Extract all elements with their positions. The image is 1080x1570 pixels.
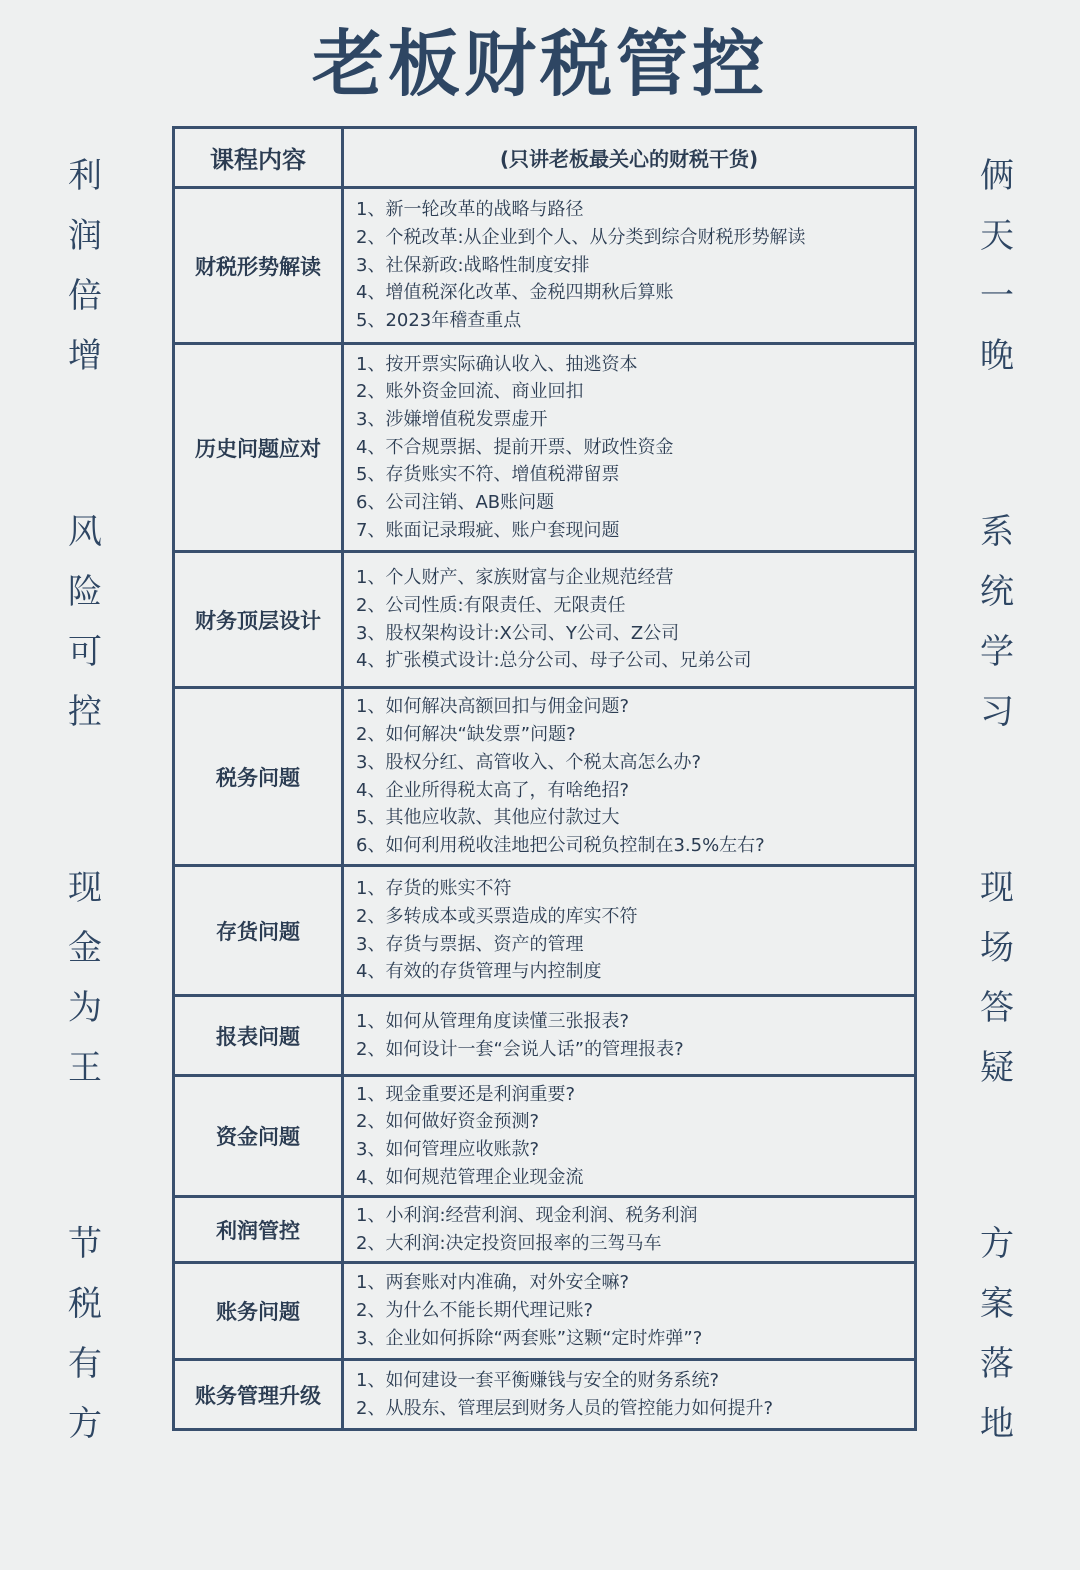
row-item: 1、按开票实际确认收入、抽逃资本 [356,353,638,375]
row-category: 报表问题 [175,997,344,1074]
row-category: 历史问题应对 [175,345,344,550]
row-items [344,189,914,342]
row-item: 2、大利润:决定投资回报率的三驾马车 [356,1232,662,1254]
header-category: 课程内容 [175,129,344,186]
row-item: 5、2023年稽查重点 [356,310,522,332]
row-item: 1、如何解决高额回扣与佣金问题? [356,696,630,718]
table-row [175,864,914,994]
row-item: 3、社保新政:战略性制度安排 [356,254,590,276]
row-item: 4、企业所得税太高了，有啥绝招? [356,779,630,801]
left-slogan-char: 税 [68,1284,102,1324]
row-items [344,553,914,686]
left-slogan-char: 险 [68,572,102,612]
left-slogan-column [55,146,115,1570]
row-item: 4、如何规范管理企业现金流 [356,1166,584,1188]
right-slogan-phrase [967,858,1027,1098]
row-item: 1、如何从管理角度读懂三张报表? [356,1010,630,1032]
row-items [344,1198,914,1261]
row-item: 1、现金重要还是利润重要? [356,1083,576,1105]
row-category: 税务问题 [175,689,344,864]
row-category: 资金问题 [175,1077,344,1195]
left-slogan-char: 可 [68,632,102,672]
row-item: 3、企业如何拆除“两套账”这颗“定时炸弹”? [356,1327,703,1349]
row-items [344,867,914,994]
left-slogan-char: 有 [68,1344,102,1384]
row-items [344,1264,914,1358]
left-slogan-phrase [55,858,115,1098]
row-item: 3、存货与票据、资产的管理 [356,933,584,955]
row-items [344,345,914,550]
row-items [344,1077,914,1195]
row-item: 2、如何做好资金预测? [356,1111,540,1133]
right-slogan-char: 统 [980,572,1014,612]
row-item: 6、公司注销、AB账问题 [356,492,555,514]
left-slogan-char: 润 [68,216,102,256]
row-item: 1、如何建设一套平衡赚钱与安全的财务系统? [356,1369,720,1391]
table-row [175,686,914,864]
row-category: 财务顶层设计 [175,553,344,686]
row-category: 利润管控 [175,1198,344,1261]
left-slogan-phrase [55,1214,115,1454]
left-slogan-char: 王 [68,1048,102,1088]
left-slogan-char: 增 [68,336,102,376]
row-item: 4、增值税深化改革、金税四期秋后算账 [356,282,674,304]
right-slogan-char: 习 [980,692,1014,732]
left-slogan-char: 为 [68,988,102,1028]
row-item: 4、不合规票据、提前开票、财政性资金 [356,436,674,458]
right-slogan-char: 学 [980,632,1014,672]
row-item: 1、新一轮改革的战略与路径 [356,199,584,221]
row-item: 4、有效的存货管理与内控制度 [356,961,602,983]
left-slogan-char: 控 [68,692,102,732]
left-slogan-phrase [55,502,115,742]
row-item: 1、存货的账实不符 [356,878,512,900]
left-slogan-char: 方 [68,1404,102,1444]
left-slogan-char: 节 [68,1224,102,1264]
left-slogan-char: 金 [68,928,102,968]
row-item: 2、如何解决“缺发票”问题? [356,724,576,746]
row-item: 2、多转成本或买票造成的库实不符 [356,905,638,927]
row-item: 1、小利润:经营利润、现金利润、税务利润 [356,1204,698,1226]
table-row [175,1074,914,1195]
row-category: 存货问题 [175,867,344,994]
table-row [175,994,914,1074]
row-items [344,1361,914,1428]
left-slogan-char: 倍 [68,276,102,316]
row-category: 账务问题 [175,1264,344,1358]
row-item: 7、账面记录瑕疵、账户套现问题 [356,519,620,541]
right-slogan-char: 案 [980,1284,1014,1324]
table-row [175,186,914,342]
right-slogan-char: 答 [980,988,1014,1028]
right-slogan-char: 系 [980,512,1014,552]
right-slogan-char: 地 [980,1404,1014,1444]
row-item: 5、存货账实不符、增值税滞留票 [356,464,620,486]
row-item: 1、个人财产、家族财富与企业规范经营 [356,567,674,589]
table-row [175,1261,914,1358]
row-item: 2、公司性质:有限责任、无限责任 [356,594,626,616]
row-item: 2、从股东、管理层到财务人员的管控能力如何提升? [356,1397,774,1419]
row-items [344,997,914,1074]
row-item: 1、两套账对内准确，对外安全嘛? [356,1272,630,1294]
table-row [175,550,914,686]
row-items [344,689,914,864]
left-slogan-char: 利 [68,156,102,196]
right-slogan-char: 一 [980,276,1014,316]
right-slogan-char: 天 [980,216,1014,256]
row-item: 3、如何管理应收账款? [356,1139,540,1160]
table-row [175,342,914,550]
right-slogan-char: 现 [980,868,1014,908]
left-slogan-char: 风 [68,512,102,552]
row-item: 3、股权分红、高管收入、个税太高怎么办? [356,751,702,773]
right-slogan-phrase [967,1214,1027,1454]
page-title: 老板财税管控 [311,22,768,106]
right-slogan-phrase [967,502,1027,742]
row-item: 2、账外资金回流、商业回扣 [356,381,584,403]
right-slogan-char: 场 [980,928,1014,968]
row-item: 2、个税改革:从企业到个人、从分类到综合财税形势解读 [356,226,806,248]
row-item: 6、如何利用税收洼地把公司税负控制在3.5%左右? [356,834,765,856]
table-header-row [175,129,914,186]
left-slogan-phrase [55,146,115,386]
right-slogan-column [967,146,1027,1570]
row-item: 2、为什么不能长期代理记账? [356,1300,594,1322]
header-content: (只讲老板最关心的财税干货) [499,147,759,171]
row-item: 2、如何设计一套“会说人话”的管理报表? [356,1038,684,1060]
row-item: 3、涉嫌增值税发票虚开 [356,408,548,430]
row-category: 财税形势解读 [175,189,344,342]
row-item: 4、扩张模式设计:总分公司、母子公司、兄弟公司 [356,650,752,672]
left-slogan-char: 现 [68,868,102,908]
row-item: 5、其他应收款、其他应付款过大 [356,807,620,829]
right-slogan-char: 晚 [980,336,1014,376]
row-category: 账务管理升级 [175,1361,344,1428]
row-item: 3、股权架构设计:X公司、Y公司、Z公司 [356,622,680,644]
right-slogan-char: 方 [980,1224,1014,1264]
course-table [172,126,917,1431]
right-slogan-char: 疑 [980,1048,1014,1088]
right-slogan-char: 俩 [980,156,1014,196]
table-row [175,1358,914,1428]
table-row [175,1195,914,1261]
right-slogan-phrase [967,146,1027,386]
right-slogan-char: 落 [980,1344,1014,1384]
